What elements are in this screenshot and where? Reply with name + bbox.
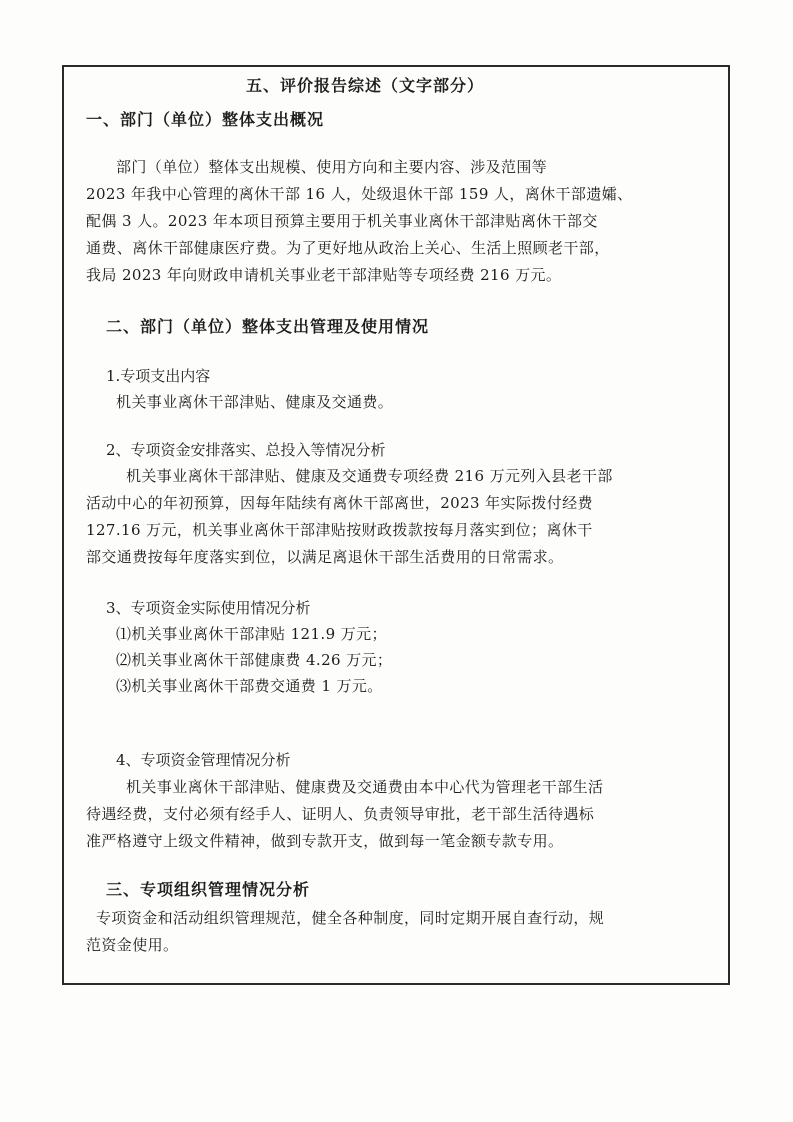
item3-line: ⑶机关事业离休干部费交通费 1 万元。 <box>116 677 383 695</box>
item2-line: 部交通费按每年度落实到位，以满足离退休干部生活费用的日常需求。 <box>86 548 564 566</box>
page-title: 五、评价报告综述（文字部分） <box>246 76 485 95</box>
item1-text: 机关事业离休干部津贴、健康及交通费。 <box>116 393 394 411</box>
section3-heading: 三、专项组织管理情况分析 <box>106 880 311 899</box>
item3-line: ⑵机关事业离休干部健康费 4.26 万元； <box>116 651 393 669</box>
section1-heading: 一、部门（单位）整体支出概况 <box>86 110 325 129</box>
item3-label: 3、专项资金实际使用情况分析 <box>106 599 311 617</box>
item2-label: 2、专项资金安排落实、总投入等情况分析 <box>106 441 386 459</box>
item2-line: 127.16 万元，机关事业离休干部津贴按财政拨款按每月落实到位；离休干 <box>86 521 593 539</box>
item4-label: 4、专项资金管理情况分析 <box>116 751 291 769</box>
section1-line: 通费、离休干部健康医疗费。为了更好地从政治上关心、生活上照顾老干部， <box>86 239 610 257</box>
section1-line: 2023 年我中心管理的离休干部 16 人，处级退休干部 159 人，离休干部遗孀、 <box>86 185 633 203</box>
section1-line: 部门（单位）整体支出规模、使用方向和主要内容、涉及范围等 <box>116 158 548 176</box>
section1-line: 配偶 3 人。2023 年本项目预算主要用于机关事业离休干部津贴离休干部交 <box>86 212 598 230</box>
section3-line: 范资金使用。 <box>86 936 179 954</box>
section3-line: 专项资金和活动组织管理规范，健全各种制度，同时定期开展自查行动，规 <box>96 909 605 927</box>
item4-line: 待遇经费，支付必须有经手人、证明人、负责领导审批，老干部生活待遇标 <box>86 805 595 823</box>
item2-line: 活动中心的年初预算，因每年陆续有离休干部离世，2023 年实际拨付经费 <box>86 494 593 512</box>
section1-line: 我局 2023 年向财政申请机关事业老干部津贴等专项经费 216 万元。 <box>86 266 562 284</box>
item1-label: 1.专项支出内容 <box>106 367 211 385</box>
item4-line: 准严格遵守上级文件精神，做到专款开支，做到每一笔金额专款专用。 <box>86 832 564 850</box>
item2-line: 机关事业离休干部津贴、健康及交通费专项经费 216 万元列入县老干部 <box>126 467 613 485</box>
item3-line: ⑴机关事业离休干部津贴 121.9 万元； <box>116 625 387 643</box>
section2-heading: 二、部门（单位）整体支出管理及使用情况 <box>106 317 430 336</box>
item4-line: 机关事业离休干部津贴、健康费及交通费由本中心代为管理老干部生活 <box>126 778 604 796</box>
